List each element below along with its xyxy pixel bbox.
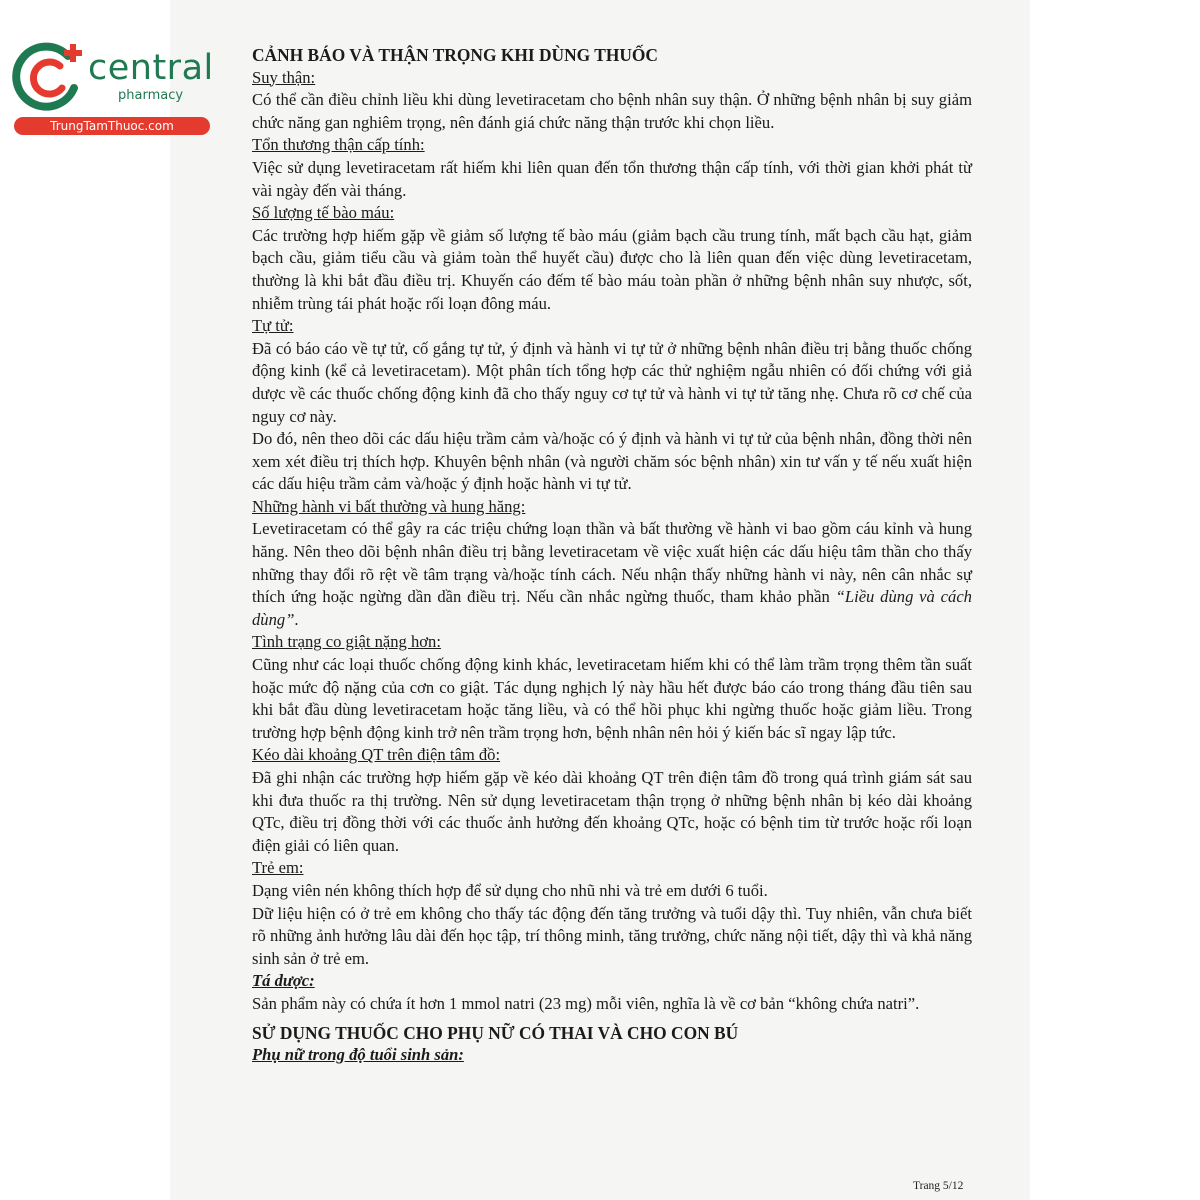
subsection-heading: Kéo dài khoảng QT trên điện tâm đồ: (252, 745, 501, 765)
section-title: CẢNH BÁO VÀ THẬN TRỌNG KHI DÙNG THUỐC (252, 45, 658, 65)
paragraph: Đã có báo cáo về tự tử, cố gắng tự tử, ý định và hành vi tự tử ở những bệnh nhân điều trị bằng thuốc chống động kinh (kể cả levetiracetam). Một phân tích tổng hợp các thử nghiệm ngẫu nhiên có đối chứng với giả dược về các thuốc chống động kinh đã cho thấy nguy cơ tự tử và hành vi tự tử tăng nhẹ. Chưa rõ cơ chế của nguy cơ này. (252, 338, 972, 426)
subsection-heading: Trẻ em: (252, 858, 304, 878)
page-number: Trang 5/12 (913, 1180, 964, 1192)
paragraph: Dữ liệu hiện có ở trẻ em không cho thấy tác động đến tăng trưởng và tuổi dậy thì. Tuy nhiên, vẫn chưa biết rõ những ảnh hưởng lâu dài đến học tập, trí thông minh, tăng trưởng, chức năng nội tiết, dậy thì và khả năng sinh sản ở trẻ em. (252, 903, 972, 968)
paragraph: Do đó, nên theo dõi các dấu hiệu trầm cảm và/hoặc có ý định và hành vi tự tử của bệnh nhân, đồng thời nên xem xét điều trị thích hợp. Khuyên bệnh nhân (và người chăm sóc bệnh nhân) xin tư vấn y tế nếu xuất hiện các dấu hiệu trầm cảm và/hoặc ý định hoặc hành vi tự tử. (252, 429, 972, 494)
paragraph: Đã ghi nhận các trường hợp hiếm gặp về kéo dài khoảng QT trên điện tâm đồ trong quá trình giám sát sau khi đưa thuốc ra thị trường. Nên sử dụng levetiracetam thận trọng ở những bệnh nhân bị kéo dài khoảng QTc, điều trị đồng thời với các thuốc ảnh hưởng đến khoảng QTc, hoặc có bệnh tim từ trước hoặc rối loạn điện giải có liên quan. (252, 768, 972, 855)
paragraph: Các trường hợp hiếm gặp về giảm số lượng tế bào máu (giảm bạch cầu trung tính, mất bạch cầu hạt, giảm bạch cầu, giảm tiểu cầu và giảm toàn thể huyết cầu) được cho là liên quan đến việc dùng levetiracetam, thường là khi bắt đầu điều trị. Khuyến cáo đếm tế bào máu toàn phần ở những bệnh nhân suy nhược, sốt, nhiễm trùng tái phát hoặc rối loạn đông máu. (252, 225, 972, 313)
logo-site-badge[interactable]: TrungTamThuoc.com (14, 117, 210, 135)
paragraph-text: Levetiracetam có thể gây ra các triệu chứng loạn thần và bất thường về hành vi bao gồm cáu kỉnh và hung hăng. Nên theo dõi bệnh nhân điều trị bằng levetiracetam về việc xuất hiện các dấu hiệu tâm thần cho thấy những thay đổi rõ rệt về tâm trạng và/hoặc tính cách. Nếu nhận thấy những hành vi này, nên cân nhắc sự thích ứng hoặc ngừng dần dần điều trị. Nếu cần nhắc ngừng thuốc, tham khảo phần (252, 519, 972, 607)
logo-subtitle: pharmacy (118, 88, 184, 103)
cross-reference: “Liều dùng và cách dùng” (252, 587, 972, 629)
paragraph (252, 518, 972, 631)
paragraph: Việc sử dụng levetiracetam rất hiếm khi liên quan đến tổn thương thận cấp tính, với thời gian khởi phát từ vài ngày đến vài tháng. (252, 157, 972, 200)
subsection-heading: Tá dược: (252, 971, 315, 991)
paragraph: Sản phẩm này có chứa ít hơn 1 mmol natri (23 mg) mỗi viên, nghĩa là về cơ bản “không chứa natri”. (252, 993, 920, 1013)
paragraph: Cũng như các loại thuốc chống động kinh khác, levetiracetam hiếm khi có thể làm trầm trọng thêm tần suất hoặc mức độ nặng của cơn co giật. Tác dụng nghịch lý này hầu hết được báo cáo trong tháng đầu tiên sau khi bắt đầu dùng levetiracetam hoặc tăng liều, và có thể hồi phục khi ngừng thuốc hoặc giảm liều. Trong trường hợp bệnh động kinh trở nên trầm trọng hơn, bệnh nhân nên hỏi ý kiến bác sĩ ngay lập tức. (252, 655, 972, 742)
paragraph: Dạng viên nén không thích hợp để sử dụng cho nhũ nhi và trẻ em dưới 6 tuổi. (252, 880, 768, 900)
section-title: SỬ DỤNG THUỐC CHO PHỤ NỮ CÓ THAI VÀ CHO CON BÚ (252, 1022, 739, 1043)
subsection-heading: Tình trạng co giật nặng hơn: (252, 632, 441, 652)
subsection-heading: Tổn thương thận cấp tính: (252, 135, 425, 155)
logo-name: central (88, 48, 214, 88)
central-pharmacy-logo-icon (12, 38, 90, 116)
subsection-heading: Tự tử: (252, 316, 294, 336)
document-body (252, 44, 972, 1067)
subsection-heading: Suy thận: (252, 67, 316, 87)
paragraph-end: . (294, 609, 299, 629)
paragraph: Có thể cần điều chỉnh liều khi dùng levetiracetam cho bệnh nhân suy thận. Ở những bệnh nhân bị suy giảm chức năng gan nghiêm trọng, nên đánh giá chức năng thận trước khi chọn liều. (252, 90, 972, 132)
subsection-heading: Phụ nữ trong độ tuổi sinh sản: (252, 1045, 464, 1065)
subsection-heading: Những hành vi bất thường và hung hăng: (252, 496, 526, 516)
subsection-heading: Số lượng tế bào máu: (252, 203, 395, 223)
